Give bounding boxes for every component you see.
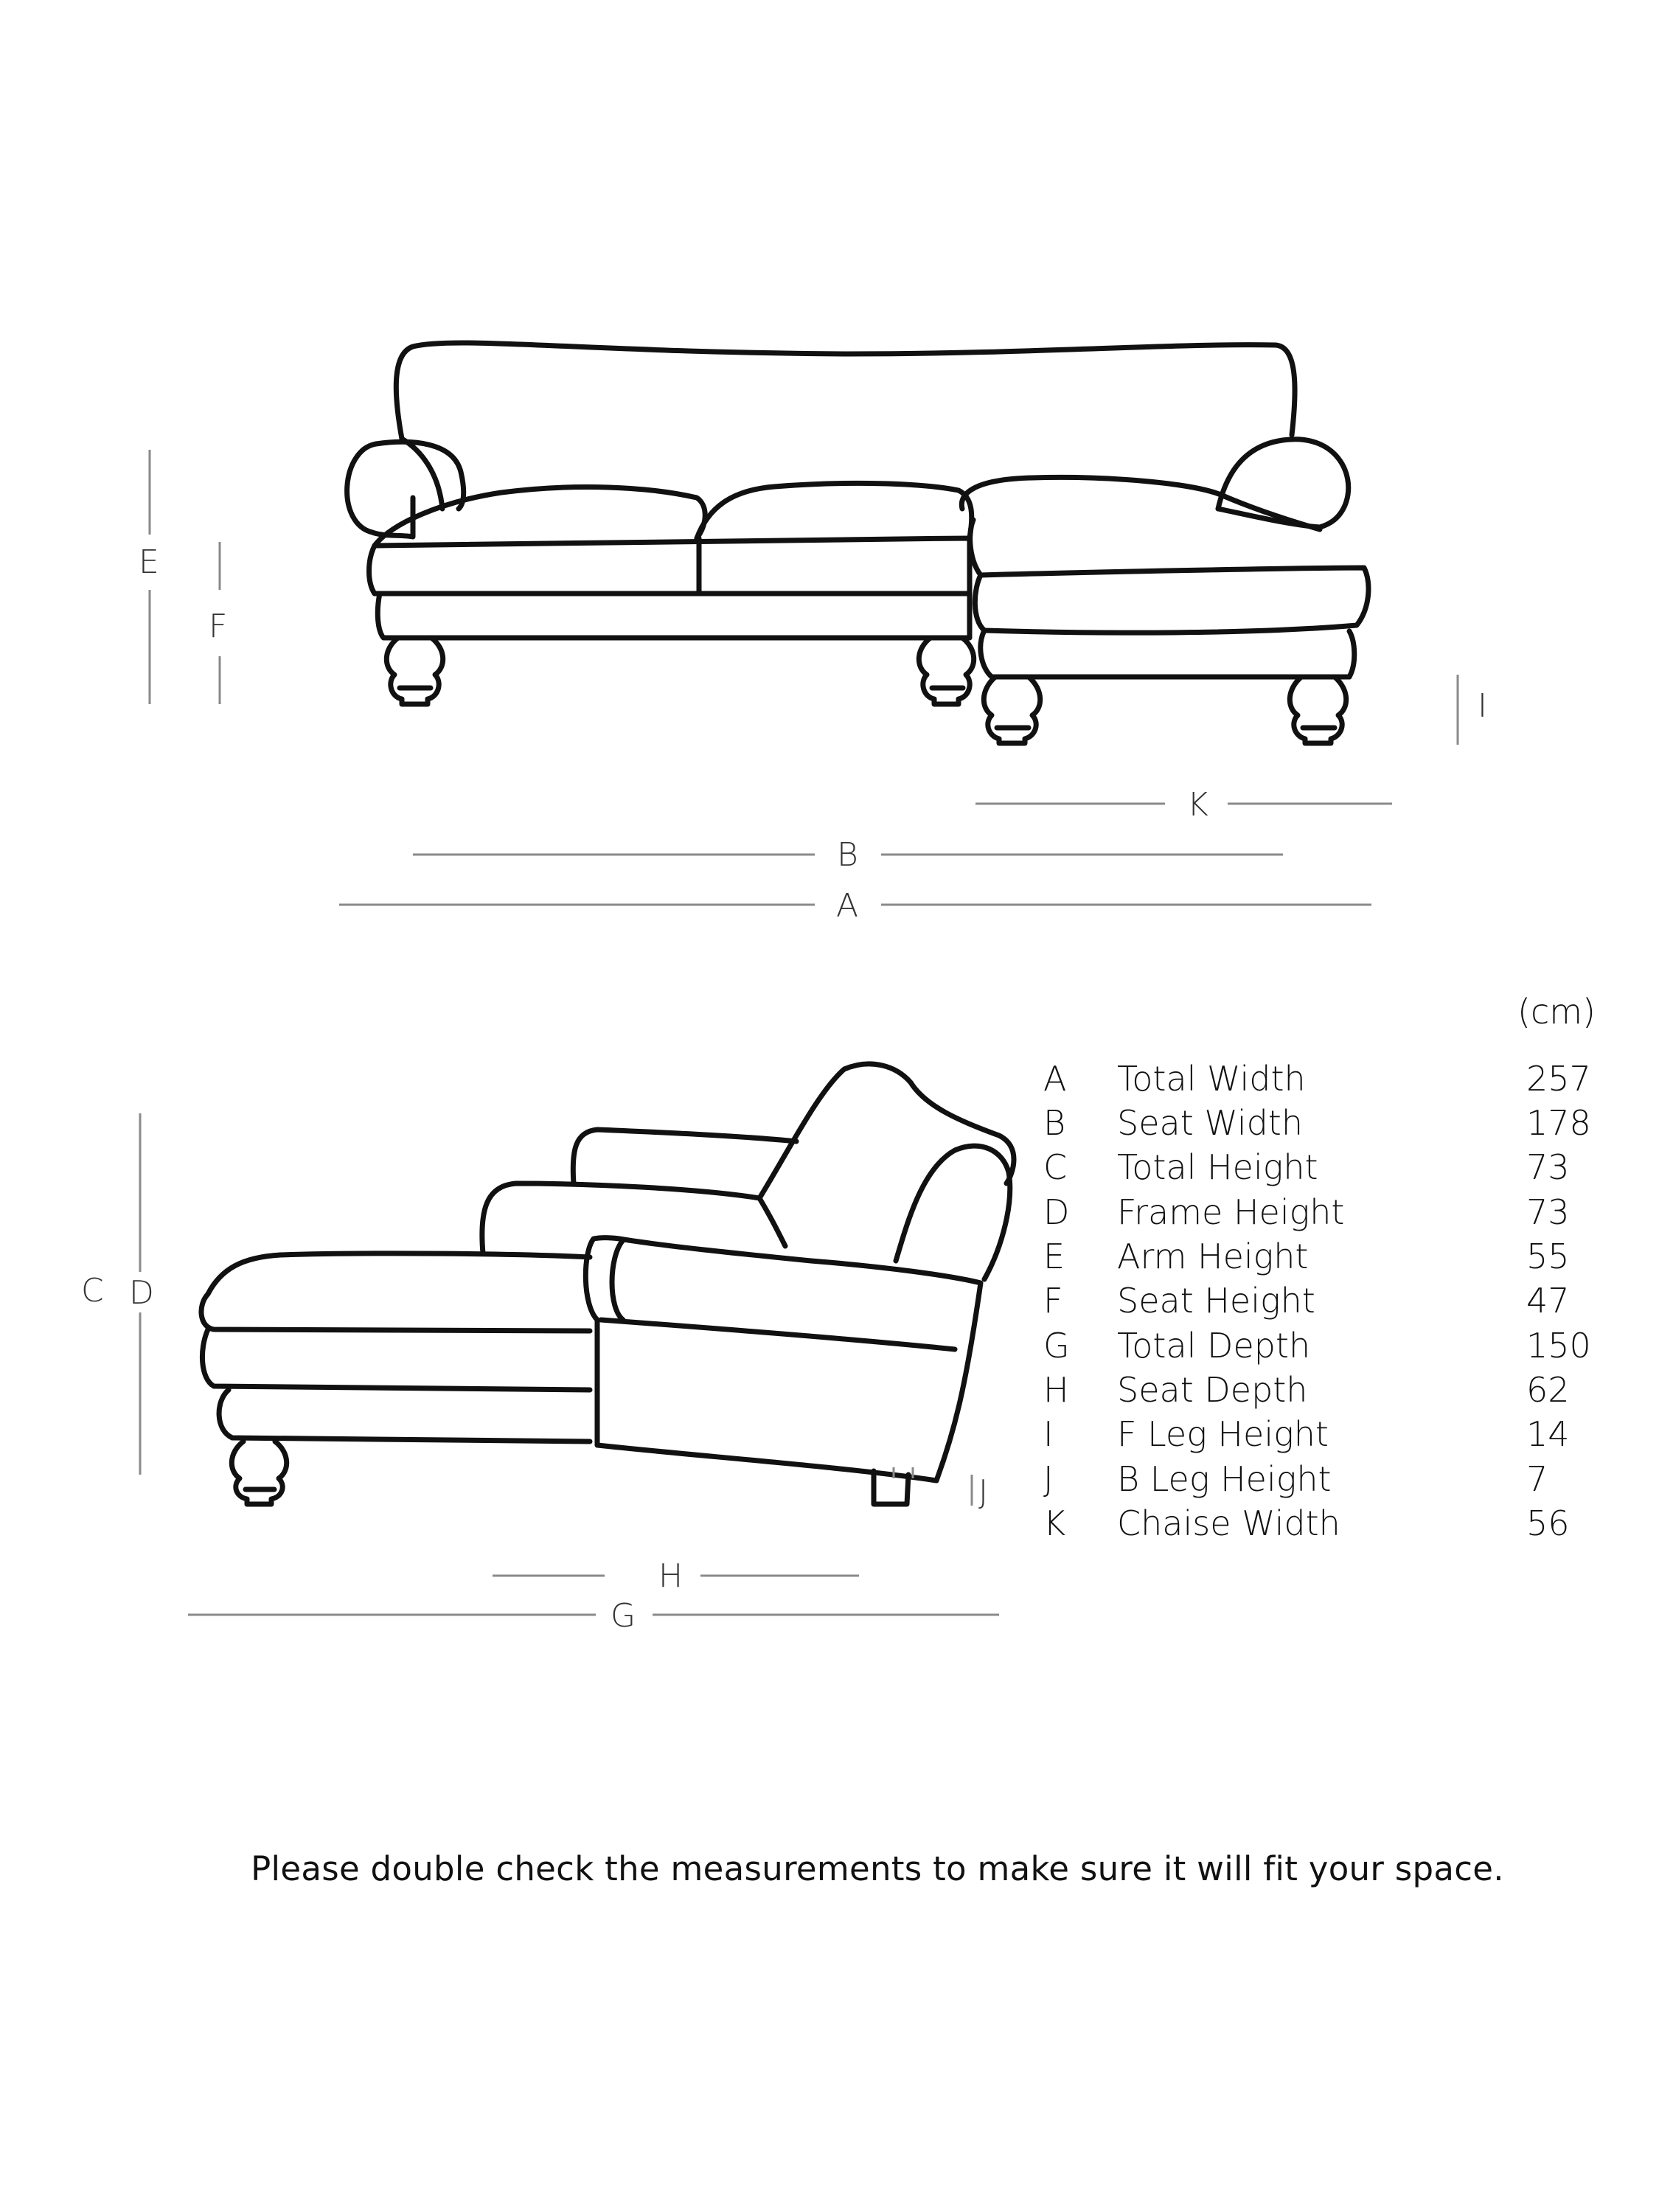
spec-letter: D xyxy=(1043,1192,1070,1232)
side-view-drawing xyxy=(201,1064,1014,1504)
spec-row xyxy=(1043,1192,1589,1237)
spec-name: Arm Height xyxy=(1117,1237,1309,1276)
front-base-rail xyxy=(378,594,970,638)
dim-label-k: K xyxy=(1187,786,1208,824)
spec-letter: I xyxy=(1043,1414,1054,1454)
spec-name: Seat Width xyxy=(1117,1103,1303,1143)
spec-letter: F xyxy=(1043,1281,1063,1321)
side-front-arm xyxy=(585,1238,981,1481)
spec-name: Chaise Width xyxy=(1117,1503,1340,1543)
dim-label-h: H xyxy=(658,1557,684,1595)
spec-name: Total Height xyxy=(1117,1147,1318,1187)
spec-row xyxy=(1043,1414,1589,1458)
spec-letter: C xyxy=(1043,1147,1068,1187)
spec-value: 73 xyxy=(1526,1147,1570,1187)
dim-label-f: F xyxy=(209,608,228,645)
spec-value: 47 xyxy=(1526,1281,1570,1321)
front-backrest xyxy=(396,343,1295,439)
front-legs xyxy=(386,638,1346,743)
front-chaise-cushion xyxy=(961,477,1320,529)
spec-letter: B xyxy=(1043,1103,1066,1143)
spec-value: 55 xyxy=(1526,1237,1570,1276)
spec-value: 14 xyxy=(1526,1414,1570,1454)
dim-label-e: E xyxy=(139,543,159,581)
front-seat-cushion-left xyxy=(375,487,705,546)
spec-row xyxy=(1043,1326,1589,1370)
spec-row xyxy=(1043,1059,1589,1103)
unit-label: (cm) xyxy=(1517,992,1596,1032)
side-dimension-lines xyxy=(140,1113,999,1615)
side-rear-cushion xyxy=(573,1130,796,1183)
front-seat-cushion-middle xyxy=(697,483,972,538)
side-base xyxy=(219,1390,590,1441)
spec-name: Seat Depth xyxy=(1117,1370,1308,1410)
spec-letter: K xyxy=(1043,1503,1066,1543)
front-seat-front xyxy=(369,538,970,594)
front-chaise-front xyxy=(970,520,1368,633)
side-legs xyxy=(232,1441,913,1504)
side-backrest xyxy=(759,1064,1014,1198)
spec-value: 178 xyxy=(1526,1103,1591,1143)
spec-name: Frame Height xyxy=(1117,1192,1345,1232)
spec-letter: A xyxy=(1043,1059,1067,1099)
dim-label-a: A xyxy=(836,887,859,925)
spec-letter: J xyxy=(1043,1459,1054,1499)
spec-value: 7 xyxy=(1526,1459,1548,1499)
spec-name: B Leg Height xyxy=(1117,1459,1332,1499)
spec-letter: G xyxy=(1043,1326,1070,1366)
spec-row xyxy=(1043,1459,1589,1503)
side-arm-roll xyxy=(896,1146,1010,1279)
spec-value: 257 xyxy=(1526,1059,1591,1099)
spec-letter: H xyxy=(1043,1370,1069,1410)
spec-row xyxy=(1043,1237,1589,1281)
spec-row xyxy=(1043,1103,1589,1147)
footer-note: Please double check the measurements to make sure it will fit your space. xyxy=(251,1849,1504,1888)
front-left-arm xyxy=(347,442,464,532)
spec-row xyxy=(1043,1147,1589,1192)
spec-name: Total Width xyxy=(1117,1059,1306,1099)
spec-value: 56 xyxy=(1526,1503,1570,1543)
dim-label-b: B xyxy=(837,836,858,874)
spec-row xyxy=(1043,1503,1589,1548)
dim-label-c: C xyxy=(81,1272,104,1310)
side-chaise-seat xyxy=(201,1253,590,1331)
spec-name: Total Depth xyxy=(1117,1326,1311,1366)
front-view-drawing xyxy=(347,343,1368,743)
spec-letter: E xyxy=(1043,1237,1065,1276)
spec-name: Seat Height xyxy=(1117,1281,1315,1321)
spec-value: 73 xyxy=(1526,1192,1570,1232)
dim-label-d: D xyxy=(129,1274,154,1312)
spec-value: 62 xyxy=(1526,1370,1570,1410)
dim-label-i: I xyxy=(1478,687,1487,725)
spec-value: 150 xyxy=(1526,1326,1591,1366)
spec-row xyxy=(1043,1370,1589,1414)
dim-label-g: G xyxy=(611,1597,636,1635)
spec-row xyxy=(1043,1281,1589,1325)
dim-label-j: J xyxy=(978,1473,988,1511)
spec-name: F Leg Height xyxy=(1117,1414,1329,1454)
